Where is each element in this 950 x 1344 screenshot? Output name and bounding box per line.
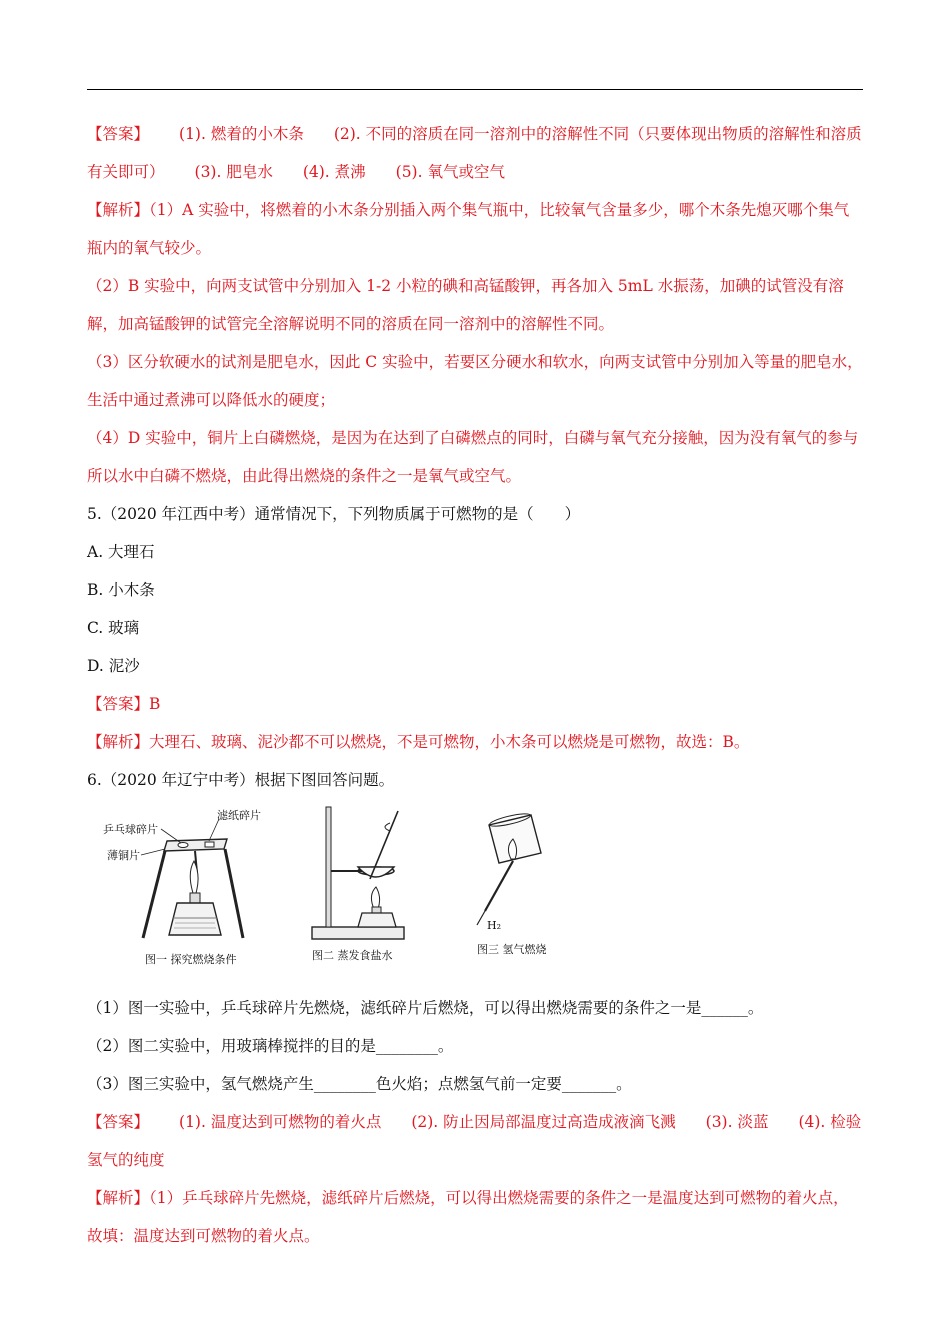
question-6-figures [87,803,863,983]
figure-3 [447,803,567,983]
question-6-analysis [87,1179,863,1255]
question-6-answer [87,1103,863,1179]
figure-2-caption: 图二 蒸发食盐水 [312,949,393,962]
label-h2: H₂ [487,919,502,932]
analysis-text: （1）A 实验中，将燃着的小木条分别插入两个集气瓶中，比较氧气含量多少，哪个木条先熄灭哪个集气瓶内的氧气较少。 [87,201,850,257]
figure-3-drawing [447,803,567,943]
answer-tag: 【答案】 [87,1113,150,1131]
figure-3-caption: 图三 氢气燃烧 [477,943,547,956]
answer-item-2: (2). 防止因局部温度过高造成液滴飞溅 [411,1113,676,1131]
answer-item-4: (4). 检验氢气的纯度 [87,1113,862,1169]
question-6-sub-3: （3）图三实验中，氢气燃烧产生________色火焰；点燃氢气前一定要_______。 [87,1075,632,1093]
question-5-analysis [87,723,863,761]
figure-1 [97,803,297,983]
analysis-tag: 【解析】 [87,733,150,751]
analysis-tag: 【解析】 [87,1189,150,1207]
analysis-text: 大理石、玻璃、泥沙都不可以燃烧，不是可燃物，小木条可以燃烧是可燃物，故选：B。 [149,733,750,751]
answer-item-4: (4). 煮沸 [302,163,366,181]
answer-item-3: (3). 淡蓝 [705,1113,769,1131]
answer-item-5: (5). 氧气或空气 [395,163,505,181]
document-body [87,115,863,1255]
analysis-tag: 【解析】 [87,201,150,219]
question-6-sub-2: （2）图二实验中，用玻璃棒搅拌的目的是________。 [87,1037,454,1055]
analysis-prev-p2: （2）B 实验中，向两支试管中分别加入 1-2 小粒的碘和高锰酸钾，再各加入 5mL 水振荡，加碘的试管没有溶解，加高锰酸钾的试管完全溶解说明不同的溶质在同一溶剂中的溶解性不同。 [87,277,844,333]
analysis-prev-p4: （4）D 实验中，铜片上白磷燃烧，是因为在达到了白磷燃点的同时，白磷与氧气充分接触，因为没有氧气的参与所以水中白磷不燃烧，由此得出燃烧的条件之一是氧气或空气。 [87,429,859,485]
header-rule [87,89,863,90]
figure-1-caption: 图一 探究燃烧条件 [145,953,237,966]
answer-block-prev [87,115,863,191]
question-5-stem: 5.（2020 年江西中考）通常情况下，下列物质属于可燃物的是（ ） [87,505,581,523]
answer-item-1: (1). 燃着的小木条 [179,125,304,143]
analysis-text: （1）乒乓球碎片先燃烧，滤纸碎片后燃烧，可以得出燃烧需要的条件之一是温度达到可燃物的着火点，故填：温度达到可燃物的着火点。 [87,1189,849,1245]
question-6-stem: 6.（2020 年辽宁中考）根据下图回答问题。 [87,771,395,789]
answer-tag: 【答案】 [87,125,150,143]
answer-item-3: (3). 肥皂水 [194,163,273,181]
question-5-option-a: A. 大理石 [87,543,155,561]
label-filter-paper: 滤纸碎片 [217,809,261,822]
label-copper-sheet: 薄铜片 [107,849,140,862]
figure-2 [302,803,442,983]
analysis-prev-p1 [87,191,863,267]
question-5-option-b: B. 小木条 [87,581,155,599]
figure-2-drawing [302,803,442,953]
answer-item-1: (1). 温度达到可燃物的着火点 [179,1113,382,1131]
question-5-option-d: D. 泥沙 [87,657,140,675]
analysis-prev-p3: （3）区分软硬水的试剂是肥皂水，因此 C 实验中，若要区分硬水和软水，向两支试管中分别加入等量的肥皂水，生活中通过煮沸可以降低水的硬度； [87,353,863,409]
question-6-sub-1: （1）图一实验中，乒乓球碎片先燃烧，滤纸碎片后燃烧，可以得出燃烧需要的条件之一是______。 [87,999,764,1017]
question-5-answer: 【答案】B [87,695,161,713]
label-pingpong: 乒乓球碎片 [103,823,158,836]
answer-item-2: (2). 不同的溶质在同一溶剂中的溶解性不同（只要体现出物质的溶解性和溶质有关即可） [87,125,862,181]
question-5-option-c: C. 玻璃 [87,619,140,637]
